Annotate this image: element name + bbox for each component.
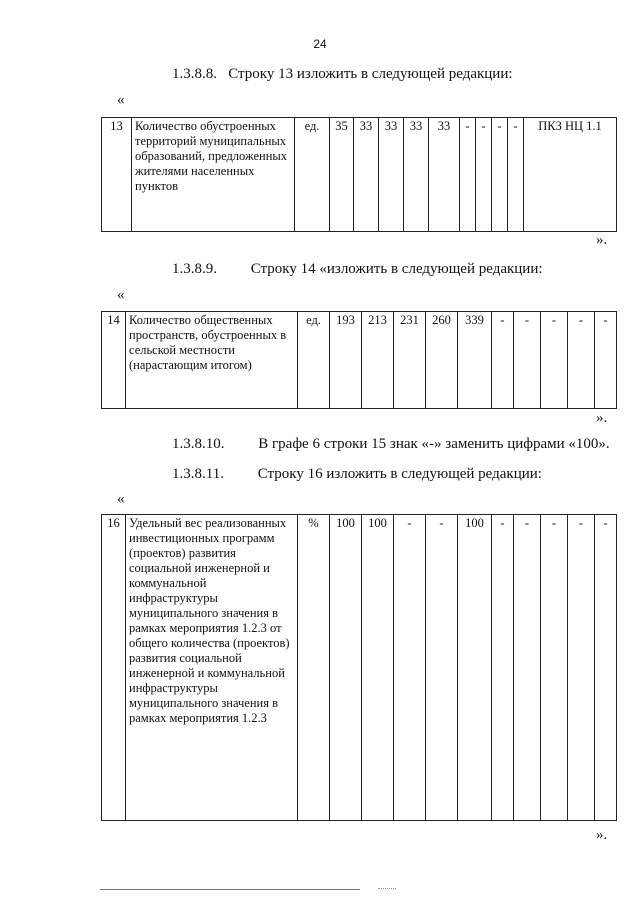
footer-rule <box>100 889 360 890</box>
open-quote: « <box>117 491 125 507</box>
unit: ед. <box>295 118 330 232</box>
clause-number: 1.3.8.10. <box>172 436 225 452</box>
value-cell: - <box>541 312 568 409</box>
table-row-16 <box>101 514 617 821</box>
value-cell: 213 <box>362 312 394 409</box>
clause-1-3-8-9 <box>172 261 543 278</box>
value-cell: 100 <box>362 515 394 821</box>
value-cell: 33 <box>404 118 429 232</box>
clause-1-3-8-8 <box>172 66 513 83</box>
page-number: 24 <box>313 37 327 51</box>
clause-number: 1.3.8.11. <box>172 466 224 482</box>
clause-number: 1.3.8.8. <box>172 66 217 82</box>
value-cell: - <box>508 118 524 232</box>
source-cell: ПКЗ НЦ 1.1 <box>524 118 617 232</box>
clause-1-3-8-11 <box>172 466 542 483</box>
close-quote: ». <box>596 827 608 843</box>
open-quote: « <box>117 287 125 303</box>
value-cell: - <box>492 515 514 821</box>
value-cell: - <box>514 515 541 821</box>
value-cell: - <box>394 515 426 821</box>
indicator-name: Удельный вес реализованных инвестиционных программ (проектов) развития социальной инженерной и коммунальной инфраструктуры муниципального значения в рамках мероприятия 1.2.3 от общего количества (проектов) развития социальной инженерной и коммунальной инфраструктуры муниципального значения в рамках мероприятия 1.2.3 <box>126 515 298 821</box>
value-cell: 100 <box>330 515 362 821</box>
value-cell: - <box>595 312 617 409</box>
clause-number: 1.3.8.9. <box>172 261 217 277</box>
table-row-14 <box>101 311 617 409</box>
value-cell: - <box>492 312 514 409</box>
value-cell: 193 <box>330 312 362 409</box>
open-quote: « <box>117 92 125 108</box>
value-cell: 260 <box>426 312 458 409</box>
value-cell: - <box>595 515 617 821</box>
value-cell: - <box>426 515 458 821</box>
row-number: 14 <box>102 312 126 409</box>
indicator-name: Количество обустроенных территорий муниципальных образований, предложенных жителями населенных пунктов <box>132 118 295 232</box>
value-cell: 35 <box>330 118 354 232</box>
value-cell: - <box>492 118 508 232</box>
table-row-13 <box>101 117 617 232</box>
value-cell: - <box>460 118 476 232</box>
value-cell: - <box>514 312 541 409</box>
clause-text: В графе 6 строки 15 знак «-» заменить цифрами «100». <box>258 436 610 452</box>
clause-text: Строку 16 изложить в следующей редакции: <box>257 466 542 482</box>
row-number: 16 <box>102 515 126 821</box>
value-cell: - <box>568 312 595 409</box>
value-cell: - <box>541 515 568 821</box>
clause-text: Строку 13 изложить в следующей редакции: <box>228 66 513 82</box>
unit: ед. <box>298 312 330 409</box>
value-cell: 33 <box>354 118 379 232</box>
unit: % <box>298 515 330 821</box>
value-cell: 231 <box>394 312 426 409</box>
value-cell: 33 <box>379 118 404 232</box>
clause-text: Строку 14 «изложить в следующей редакции: <box>250 261 543 277</box>
close-quote: ». <box>596 410 608 426</box>
value-cell: 100 <box>458 515 492 821</box>
clause-1-3-8-10 <box>172 436 610 453</box>
footer-dots <box>378 888 396 889</box>
indicator-name: Количество общественных пространств, обустроенных в сельской местности (нарастающим итогом) <box>126 312 298 409</box>
value-cell: 33 <box>429 118 460 232</box>
close-quote: ». <box>596 232 608 248</box>
value-cell: - <box>568 515 595 821</box>
value-cell: 339 <box>458 312 492 409</box>
value-cell: - <box>476 118 492 232</box>
row-number: 13 <box>102 118 132 232</box>
